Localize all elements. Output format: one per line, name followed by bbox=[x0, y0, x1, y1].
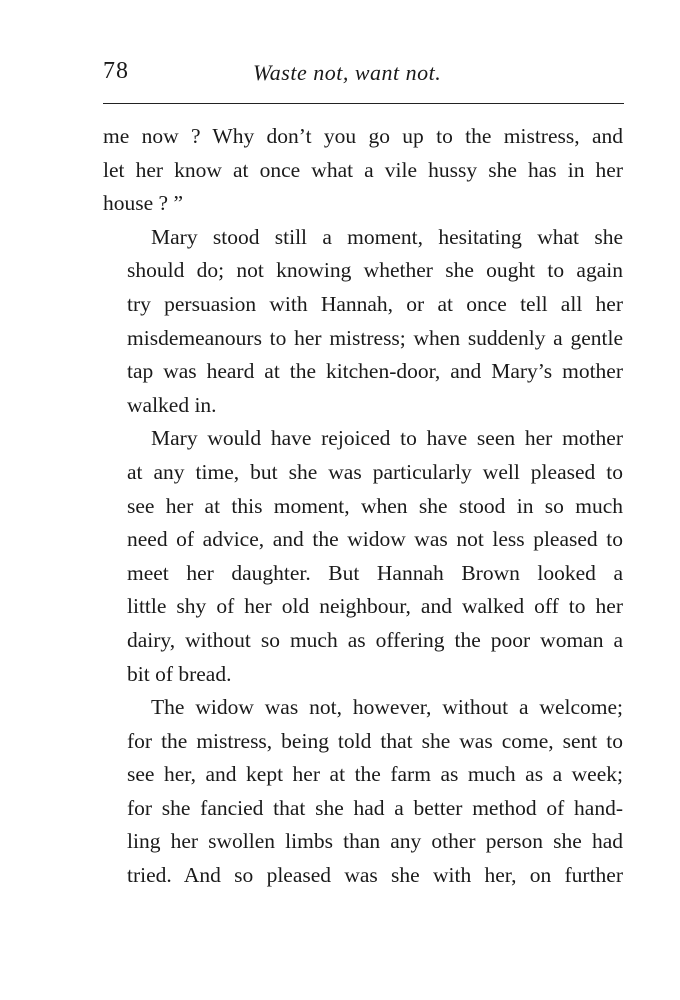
text-line: ling her swollen limbs than any other person she had bbox=[127, 829, 623, 854]
text-line: need of advice, and the widow was not less pleased to bbox=[127, 527, 623, 552]
text-line: Mary would have rejoiced to have seen her mother bbox=[151, 426, 623, 451]
text-line: at any time, but she was particularly well pleased to bbox=[127, 459, 623, 484]
text-line: little shy of her old neighbour, and walked off to her bbox=[127, 594, 623, 619]
text-line: walked in. bbox=[127, 392, 217, 417]
text-line: The widow was not, however, without a welcome; bbox=[151, 695, 623, 720]
text-line: should do; not knowing whether she ought to again bbox=[127, 258, 623, 283]
text-line: let her know at once what a vile hussy she has in her bbox=[103, 157, 623, 182]
text-line: see her at this moment, when she stood in so much bbox=[127, 493, 623, 518]
text-line: dairy, without so much as offering the poor woman a bbox=[127, 627, 623, 652]
running-title: Waste not, want not. bbox=[253, 60, 442, 85]
text-line: Mary stood still a moment, hesitating what she bbox=[151, 224, 623, 249]
text-line: see her, and kept her at the farm as much as a week; bbox=[127, 762, 623, 787]
text-line: try persuasion with Hannah, or at once tell all her bbox=[127, 291, 623, 316]
paragraph bbox=[103, 120, 623, 221]
body-text bbox=[103, 120, 623, 893]
text-line: for the mistress, being told that she was come, sent to bbox=[127, 728, 623, 753]
text-line: tap was heard at the kitchen-door, and Mary’s mother bbox=[127, 359, 623, 384]
text-line: misdemeanours to her mistress; when suddenly a gentle bbox=[127, 325, 623, 350]
header-rule bbox=[103, 103, 624, 104]
text-line: bit of bread. bbox=[127, 661, 232, 686]
text-line: house ? ” bbox=[103, 191, 183, 216]
paragraph bbox=[103, 221, 623, 423]
paragraph bbox=[103, 691, 623, 893]
running-head bbox=[103, 58, 623, 88]
text-line: meet her daughter. But Hannah Brown looked a bbox=[127, 560, 623, 585]
paragraph bbox=[103, 422, 623, 691]
text-line: me now ? Why don’t you go up to the mistress, and bbox=[103, 124, 623, 148]
text-line: tried. And so pleased was she with her, on further bbox=[127, 863, 623, 888]
text-line: for she fancied that she had a better method of hand- bbox=[127, 795, 623, 820]
page-number: 78 bbox=[103, 58, 129, 84]
